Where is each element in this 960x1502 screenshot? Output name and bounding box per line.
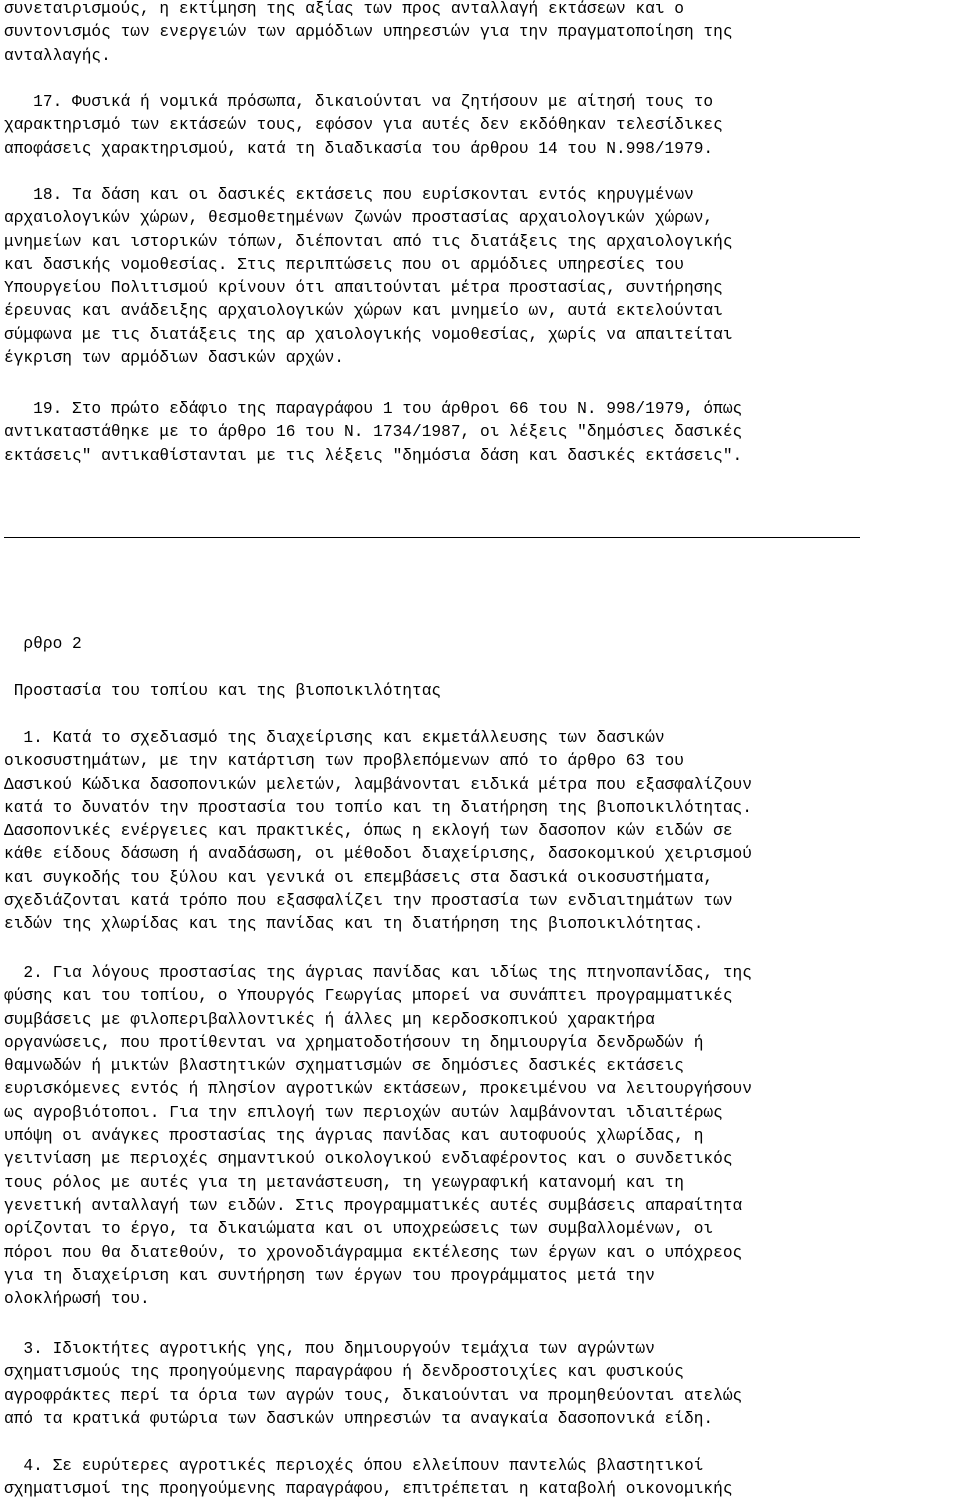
section-divider <box>4 537 860 538</box>
text-line: 2. Για λόγους προστασίας της άγριας πανίδας και ιδίως της πτηνοπανίδας, της <box>4 964 752 982</box>
article-paragraph-1 <box>4 727 752 937</box>
text-line: για τη διαχείριση και συντήρηση των έργων του προγράμματος μετά την <box>4 1266 655 1285</box>
text-line: 1. Κατά το σχεδιασμό της διαχείρισης και εκμετάλλευσης των δασικών <box>4 729 665 747</box>
text-line: σύμφωνα με τις διατάξεις της αρ χαιολογικής νομοθεσίας, χωρίς να απαιτείται <box>4 325 733 344</box>
text-line: εκτάσεις" αντικαθίστανται με τις λέξεις "δημόσια δάση και δασικές εκτάσεις". <box>4 446 743 465</box>
text-line: από τα κρατικά φυτώρια των δασικών υπηρεσιών τα αναγκαία δασοπονικά είδη. <box>4 1409 714 1428</box>
text-line: ολοκλήρωσή του. <box>4 1290 150 1309</box>
text-line: ευρισκόμενες εντός ή πλησίον αγροτικών εκτάσεων, προκειμένου να λειτουργήσουν <box>4 1080 752 1099</box>
text-line: έγκριση των αρμόδιων δασικών αρχών. <box>4 349 344 368</box>
text-line: αρχαιολογικών χώρων, θεσμοθετημένων ζωνών προστασίας αρχαιολογικών χώρων, <box>4 209 714 228</box>
text-line: σχηματισμούς της προηγούμενης παραγράφου ή δενδροστοιχίες και φυσικούς <box>4 1363 684 1382</box>
text-line: τους ρόλος με αυτές για τη μετανάστευση, τη γεωγραφική κατανομή και τη <box>4 1173 684 1192</box>
text-line: αγροφράκτες περί τα όρια των αγρών τους, δικαιούνται να προμηθεύονται ατελώς <box>4 1386 743 1405</box>
text-line: 17. Φυσικά ή νομικά πρόσωπα, δικαιούνται να ζητήσουν με αίτησή τους το <box>4 93 714 111</box>
document-page <box>4 0 956 1499</box>
article-title: Προστασία του τοπίου και της βιοποικιλότητας <box>4 682 442 700</box>
text-line: χαρακτηρισμό των εκτάσεών τους, εφόσον για αυτές δεν εκδόθηκαν τελεσίδικες <box>4 116 723 135</box>
paragraph-18 <box>4 184 733 370</box>
text-line: και συγκοδής του ξύλου και γενικά οι επεμβάσεις στα δασικά οικοσυστήματα, <box>4 868 714 887</box>
text-line: αντικαταστάθηκε με το άρθρο 16 του Ν. 1734/1987, οι λέξεις "δημόσιες δασικές <box>4 423 743 442</box>
text-line: υπόψη οι ανάγκες προστασίας της άγριας πανίδας και αυτοφυούς χλωρίδας, η <box>4 1127 704 1146</box>
paragraph-19 <box>4 398 742 468</box>
text-line: Δασοπονικές ενέργειες και πρακτικές, όπως η εκλογή των δασοπον κών ειδών σε <box>4 822 733 841</box>
text-line: 19. Στο πρώτο εδάφιο της παραγράφου 1 του άρθροι 66 του Ν. 998/1979, όπως <box>4 400 743 418</box>
paragraph-17 <box>4 91 723 161</box>
text-line: φύσης και του τοπίου, ο Υπουργός Γεωργίας μπορεί να συνάπτει προγραμματικές <box>4 987 733 1006</box>
text-line: 3. Ιδιοκτήτες αγροτικής γης, που δημιουργούν τεμάχια των αγρώντων <box>4 1340 655 1358</box>
intro-paragraph <box>4 0 733 68</box>
text-line: οικοσυστημάτων, με την κατάρτιση των προβλεπόμενων από το άρθρο 63 του <box>4 752 684 771</box>
text-line: 18. Τα δάση και οι δασικές εκτάσεις που ευρίσκονται εντός κηρυγμένων <box>4 186 694 204</box>
text-line: και δασικής νομοθεσίας. Στις περιπτώσεις που οι αρμόδιες υπηρεσίες του <box>4 255 684 274</box>
text-line: γενετική ανταλλαγή των ειδών. Στις προγραμματικές αυτές συμβάσεις απαραίτητα <box>4 1196 743 1215</box>
text-line: σχηματισμοί της προηγούμενης παραγράφου, επιτρέπεται η καταβολή οικονομικής <box>4 1480 733 1499</box>
text-line: έρευνας και ανάδειξης αρχαιολογικών χώρων και μνημείο ων, αυτά εκτελούνται <box>4 302 723 321</box>
text-line: θαμνωδών ή μικτών βλαστητικών σχηματισμών σε δημόσιες δασικές εκτάσεις <box>4 1057 684 1076</box>
text-line: συμβάσεις με φιλοπεριβαλλοντικές ή άλλες μη κερδοσκοπικού χαρακτήρα <box>4 1010 655 1029</box>
text-line: ορίζονται το έργο, τα δικαιώματα και οι υποχρεώσεις των συμβαλλομένων, οι <box>4 1220 714 1239</box>
text-line: ανταλλαγής. <box>4 46 111 65</box>
text-line: ειδών της χλωρίδας και της πανίδας και τη διατήρηση της βιοποικιλότητας. <box>4 915 704 934</box>
text-line: συντονισμός των ενεργειών των αρμόδιων υπηρεσιών για την πραγματοποίηση της <box>4 23 733 42</box>
text-line: κατά το δυνατόν την προστασία του τοπίο και τη διατήρηση της βιοποικιλότητας. <box>4 798 752 817</box>
article-heading: ρθρο 2 <box>4 635 82 653</box>
article-paragraph-4 <box>4 1455 733 1502</box>
text-line: 4. Σε ευρύτερες αγροτικές περιοχές όπου ελλείπουν παντελώς βλαστητικοί <box>4 1457 704 1475</box>
text-line: Υπουργείου Πολιτισμού κρίνουν ότι απαιτούνται μέτρα προστασίας, συντήρησης <box>4 279 723 298</box>
text-line: κάθε είδους δάσωση ή αναδάσωση, οι μέθοδοι διαχείρισης, δασοκομικού χειρισμού <box>4 845 752 864</box>
text-line: αποφάσεις χαρακτηρισμού, κατά τη διαδικασία του άρθρου 14 του Ν.998/1979. <box>4 139 714 158</box>
text-line: μνημείων και ιστορικών τόπων, διέπονται από τις διατάξεις της αρχαιολογικής <box>4 232 733 251</box>
text-line: οργανώσεις, που προτίθενται να χρηματοδοτήσουν τη δημιουργία δενδρωδών ή <box>4 1033 704 1052</box>
text-line: ως αγροβιότοποι. Για την επιλογή των περιοχών αυτών λαμβάνονται ιδιαιτέρως <box>4 1103 723 1122</box>
text-line: σχεδιάζονται κατά τρόπο που εξασφαλίζει την προστασία των ενδιαιτημάτων των <box>4 892 733 911</box>
text-line: Δασικού Κώδικα δασοπονικών μελετών, λαμβάνονται ειδικά μέτρα που εξασφαλίζουν <box>4 775 752 794</box>
text-line: πόροι που θα διατεθούν, το χρονοδιάγραμμα εκτέλεσης των έργων και ο υπόχρεος <box>4 1243 743 1262</box>
article-paragraph-3 <box>4 1338 742 1431</box>
text-line: συνεταιρισμούς, η εκτίμηση της αξίας των προς ανταλλαγή εκτάσεων και ο <box>4 0 684 18</box>
text-line: γειτνίαση με περιοχές σημαντικού οικολογικού ενδιαφέροντος και ο συνδετικός <box>4 1150 733 1169</box>
article-paragraph-2 <box>4 962 752 1311</box>
